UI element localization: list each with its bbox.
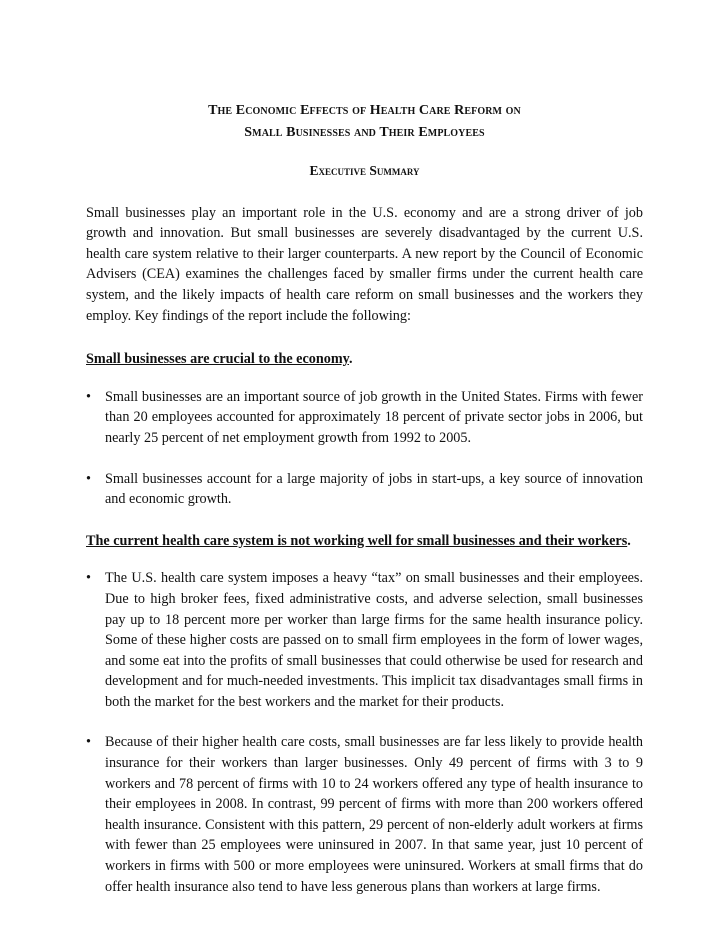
- section-heading-health-care: [86, 531, 643, 552]
- title-line-2: Small Businesses and Their Employees: [244, 125, 485, 140]
- bullet-text: Because of their higher health care costs, small businesses are far less likely to provide health insurance for their workers than larger businesses. Only 49 percent of firms with 3 to 9 workers and 78 percent of firms with 10 to 24 workers offered any type of health insurance to their employees in 2008. In contrast, 99 percent of firms with more than 200 workers offered health insurance. Consistent with this pattern, 29 percent of non-elderly adult workers at firms with fewer than 25 employees were uninsured in 2007. In that same year, just 10 percent of workers in firms with 500 or more employees were uninsured. Workers at small firms that do offer health insurance also tend to have less generous plans than workers at large firms.: [105, 734, 643, 895]
- document-page: [86, 100, 643, 897]
- document-title: [86, 100, 643, 144]
- bullet-item: [86, 732, 643, 897]
- bullet-icon: •: [86, 570, 91, 587]
- bullet-list: [86, 387, 643, 510]
- bullet-icon: •: [86, 734, 91, 751]
- section-heading-economy: [86, 349, 643, 370]
- section-heading-period: .: [348, 351, 353, 368]
- executive-summary-heading: Executive Summary: [309, 163, 420, 178]
- section-heading-text: Small businesses are crucial to the economy: [86, 351, 349, 368]
- bullet-item: [86, 469, 643, 510]
- section-heading-period: .: [627, 532, 631, 549]
- bullet-text: Small businesses are an important source of job growth in the United States. Firms with fewer than 20 employees accounted for approximately 18 percent of private sector jobs in 2006, but nearly 25 percent of net employment growth from 1992 to 2005.: [105, 388, 643, 446]
- intro-paragraph: Small businesses play an important role in the U.S. economy and are a strong driver of job growth and innovation. But small businesses are severely disadvantaged by the current U.S. health care system relative to their larger counterparts. A new report by the Council of Economic Advisers (CEA) examines the challenges faced by smaller firms under the current health care system, and the likely impacts of health care reform on small businesses and the workers they employ. Key findings of the report include the following:: [86, 204, 643, 324]
- bullet-icon: •: [86, 388, 91, 405]
- bullet-icon: •: [86, 470, 91, 487]
- bullet-list: [86, 568, 643, 897]
- title-line-1: The Economic Effects of Health Care Reform on: [208, 103, 521, 118]
- bullet-text: The U.S. health care system imposes a heavy “tax” on small businesses and their employees. Due to high broker fees, fixed administrative costs, and adverse selection, small businesses pay up to 18 percent more per worker than large firms for the same health insurance policy. Some of these higher costs are passed on to small firm employees in the form of lower wages, and some eat into the profits of small businesses that could otherwise be used for research and development and for much-needed investments. This implicit tax disadvantages small firms in both the market for the best workers and the market for their products.: [105, 570, 643, 710]
- bullet-text: Small businesses account for a large majority of jobs in start-ups, a key source of innovation and economic growth.: [105, 470, 643, 508]
- section-heading-text: The current health care system is not working well for small businesses and their workers: [86, 532, 628, 549]
- bullet-item: [86, 387, 643, 449]
- bullet-item: [86, 568, 643, 712]
